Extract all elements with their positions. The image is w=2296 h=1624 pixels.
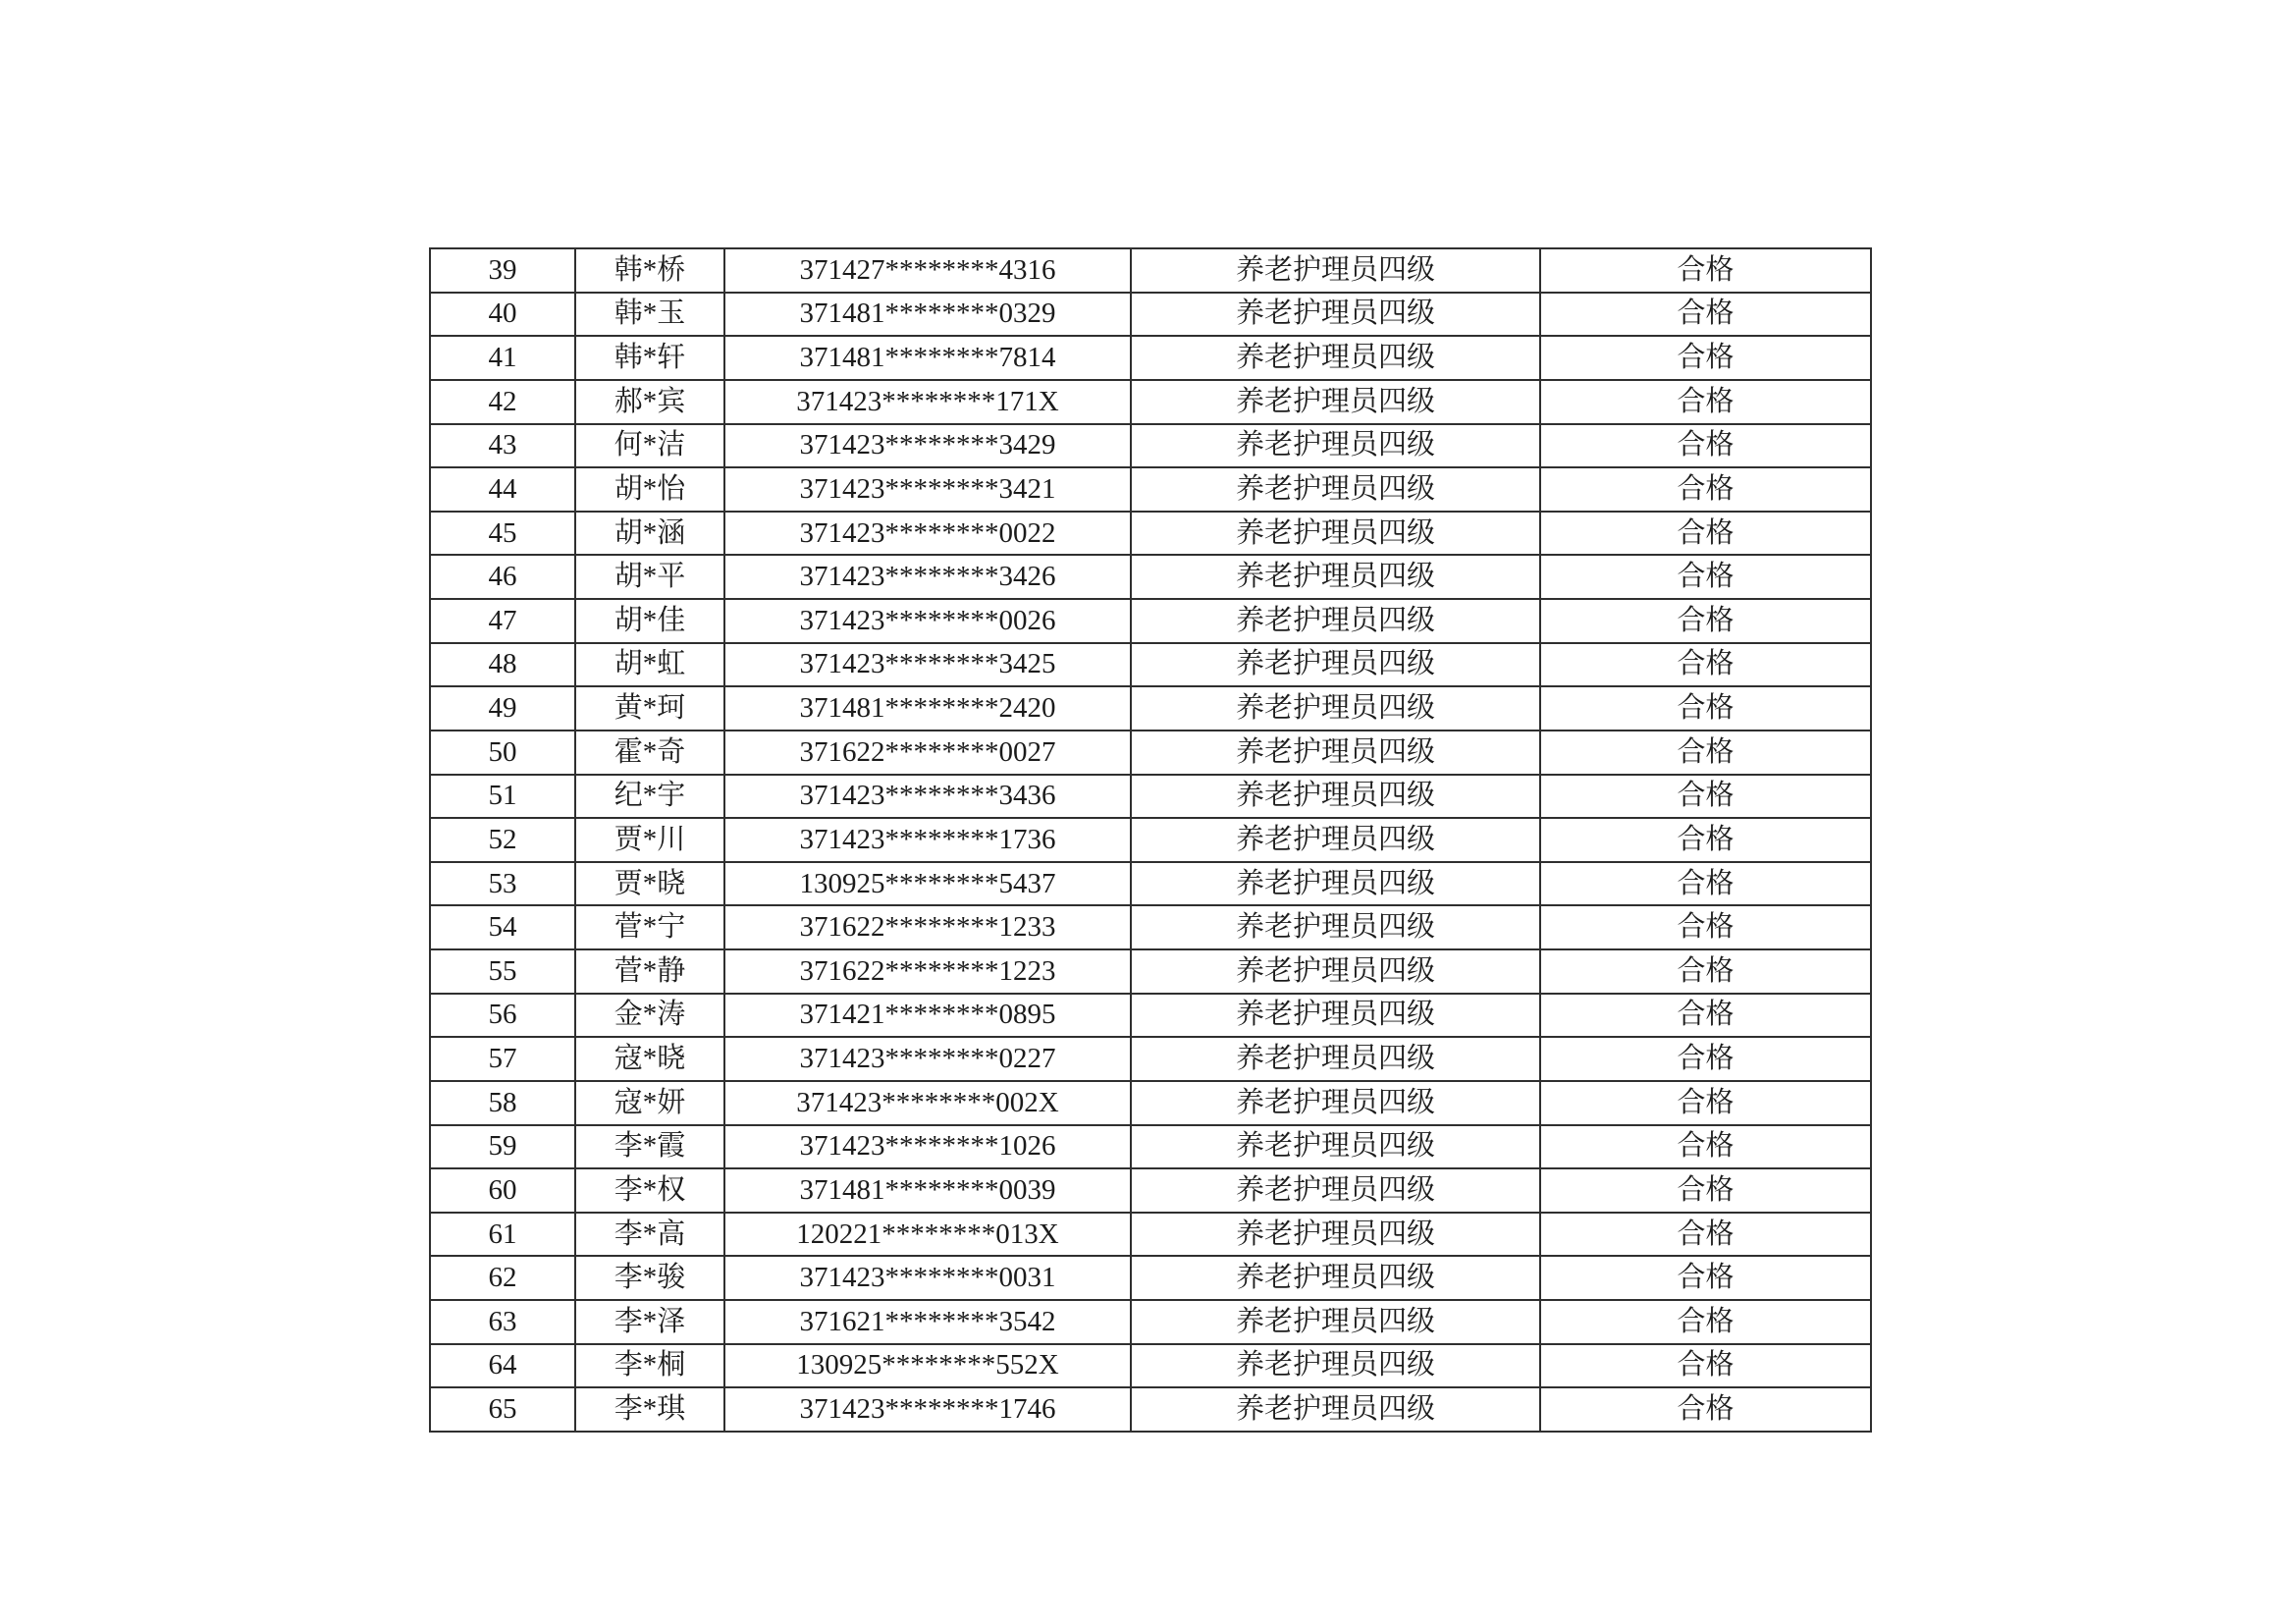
table-row	[430, 248, 1871, 293]
cell-name: 郝*宾	[575, 380, 724, 424]
cell-id-number: 371622********0027	[724, 731, 1131, 775]
cell-id-number: 130925********5437	[724, 862, 1131, 906]
table-row	[430, 949, 1871, 994]
cell-result: 合格	[1540, 248, 1871, 293]
cell-result: 合格	[1540, 1256, 1871, 1300]
cell-occupation-level: 养老护理员四级	[1131, 686, 1540, 731]
table-row	[430, 1125, 1871, 1169]
cell-id-number: 371423********3436	[724, 775, 1131, 819]
cell-index: 52	[430, 818, 575, 862]
cell-index: 51	[430, 775, 575, 819]
cell-occupation-level: 养老护理员四级	[1131, 862, 1540, 906]
cell-index: 64	[430, 1344, 575, 1388]
table-row	[430, 686, 1871, 731]
cell-occupation-level: 养老护理员四级	[1131, 248, 1540, 293]
cell-index: 41	[430, 336, 575, 380]
cell-occupation-level: 养老护理员四级	[1131, 1125, 1540, 1169]
cell-id-number: 371423********3421	[724, 467, 1131, 512]
cell-result: 合格	[1540, 862, 1871, 906]
cell-occupation-level: 养老护理员四级	[1131, 1037, 1540, 1081]
table-row	[430, 994, 1871, 1038]
cell-id-number: 371481********0329	[724, 293, 1131, 337]
cell-occupation-level: 养老护理员四级	[1131, 731, 1540, 775]
cell-index: 54	[430, 905, 575, 949]
cell-name: 何*洁	[575, 424, 724, 468]
cell-name: 李*泽	[575, 1300, 724, 1344]
cell-result: 合格	[1540, 1037, 1871, 1081]
cell-occupation-level: 养老护理员四级	[1131, 818, 1540, 862]
table-row	[430, 1344, 1871, 1388]
cell-index: 43	[430, 424, 575, 468]
cell-occupation-level: 养老护理员四级	[1131, 905, 1540, 949]
table-row	[430, 1037, 1871, 1081]
cell-name: 韩*玉	[575, 293, 724, 337]
cell-index: 61	[430, 1213, 575, 1257]
cell-index: 60	[430, 1168, 575, 1213]
table-row	[430, 1256, 1871, 1300]
cell-occupation-level: 养老护理员四级	[1131, 336, 1540, 380]
cell-occupation-level: 养老护理员四级	[1131, 467, 1540, 512]
cell-result: 合格	[1540, 994, 1871, 1038]
cell-id-number: 371423********171X	[724, 380, 1131, 424]
cell-result: 合格	[1540, 1387, 1871, 1432]
cell-index: 39	[430, 248, 575, 293]
cell-name: 贾*川	[575, 818, 724, 862]
cell-id-number: 371423********1736	[724, 818, 1131, 862]
cell-id-number: 371423********0026	[724, 599, 1131, 643]
table-row	[430, 818, 1871, 862]
cell-index: 58	[430, 1081, 575, 1125]
cell-id-number: 371423********0227	[724, 1037, 1131, 1081]
cell-name: 胡*佳	[575, 599, 724, 643]
cell-id-number: 371481********0039	[724, 1168, 1131, 1213]
cell-id-number: 371622********1223	[724, 949, 1131, 994]
cell-index: 53	[430, 862, 575, 906]
cell-index: 57	[430, 1037, 575, 1081]
cell-id-number: 371421********0895	[724, 994, 1131, 1038]
cell-occupation-level: 养老护理员四级	[1131, 1300, 1540, 1344]
table-row	[430, 512, 1871, 556]
cell-name: 胡*虹	[575, 643, 724, 687]
cell-occupation-level: 养老护理员四级	[1131, 555, 1540, 599]
cell-index: 44	[430, 467, 575, 512]
cell-occupation-level: 养老护理员四级	[1131, 1081, 1540, 1125]
cell-id-number: 371423********002X	[724, 1081, 1131, 1125]
table-row	[430, 293, 1871, 337]
table-row	[430, 643, 1871, 687]
cell-occupation-level: 养老护理员四级	[1131, 1256, 1540, 1300]
cell-id-number: 371622********1233	[724, 905, 1131, 949]
cell-id-number: 371423********1026	[724, 1125, 1131, 1169]
results-table-body	[430, 248, 1871, 1432]
cell-id-number: 120221********013X	[724, 1213, 1131, 1257]
cell-id-number: 371423********0022	[724, 512, 1131, 556]
cell-result: 合格	[1540, 818, 1871, 862]
cell-result: 合格	[1540, 1168, 1871, 1213]
cell-occupation-level: 养老护理员四级	[1131, 1387, 1540, 1432]
cell-occupation-level: 养老护理员四级	[1131, 1213, 1540, 1257]
cell-id-number: 371621********3542	[724, 1300, 1131, 1344]
table-row	[430, 1213, 1871, 1257]
cell-name: 金*涛	[575, 994, 724, 1038]
cell-index: 49	[430, 686, 575, 731]
cell-id-number: 371423********1746	[724, 1387, 1131, 1432]
cell-name: 李*权	[575, 1168, 724, 1213]
table-row	[430, 336, 1871, 380]
cell-name: 纪*宇	[575, 775, 724, 819]
cell-index: 48	[430, 643, 575, 687]
cell-occupation-level: 养老护理员四级	[1131, 599, 1540, 643]
cell-result: 合格	[1540, 1344, 1871, 1388]
cell-name: 菅*静	[575, 949, 724, 994]
cell-name: 寇*妍	[575, 1081, 724, 1125]
cell-name: 胡*怡	[575, 467, 724, 512]
cell-index: 59	[430, 1125, 575, 1169]
cell-index: 40	[430, 293, 575, 337]
cell-id-number: 371427********4316	[724, 248, 1131, 293]
cell-occupation-level: 养老护理员四级	[1131, 775, 1540, 819]
cell-index: 56	[430, 994, 575, 1038]
cell-index: 55	[430, 949, 575, 994]
table-row	[430, 1081, 1871, 1125]
table-row	[430, 905, 1871, 949]
cell-result: 合格	[1540, 380, 1871, 424]
cell-id-number: 371481********2420	[724, 686, 1131, 731]
cell-id-number: 371481********7814	[724, 336, 1131, 380]
cell-index: 62	[430, 1256, 575, 1300]
cell-occupation-level: 养老护理员四级	[1131, 643, 1540, 687]
cell-result: 合格	[1540, 1081, 1871, 1125]
cell-result: 合格	[1540, 599, 1871, 643]
table-row	[430, 775, 1871, 819]
cell-index: 45	[430, 512, 575, 556]
cell-index: 63	[430, 1300, 575, 1344]
table-row	[430, 1387, 1871, 1432]
cell-name: 胡*涵	[575, 512, 724, 556]
cell-occupation-level: 养老护理员四级	[1131, 1168, 1540, 1213]
cell-result: 合格	[1540, 336, 1871, 380]
cell-id-number: 371423********3426	[724, 555, 1131, 599]
cell-index: 47	[430, 599, 575, 643]
cell-id-number: 371423********3425	[724, 643, 1131, 687]
cell-name: 贾*晓	[575, 862, 724, 906]
cell-result: 合格	[1540, 643, 1871, 687]
cell-result: 合格	[1540, 949, 1871, 994]
cell-occupation-level: 养老护理员四级	[1131, 1344, 1540, 1388]
table-row	[430, 862, 1871, 906]
cell-result: 合格	[1540, 1125, 1871, 1169]
cell-id-number: 371423********0031	[724, 1256, 1131, 1300]
table-row	[430, 1168, 1871, 1213]
table-row	[430, 424, 1871, 468]
cell-index: 42	[430, 380, 575, 424]
cell-id-number: 130925********552X	[724, 1344, 1131, 1388]
cell-name: 黄*珂	[575, 686, 724, 731]
cell-name: 李*霞	[575, 1125, 724, 1169]
cell-name: 李*高	[575, 1213, 724, 1257]
cell-result: 合格	[1540, 1300, 1871, 1344]
cell-result: 合格	[1540, 555, 1871, 599]
cell-result: 合格	[1540, 686, 1871, 731]
table-row	[430, 380, 1871, 424]
cell-occupation-level: 养老护理员四级	[1131, 293, 1540, 337]
cell-id-number: 371423********3429	[724, 424, 1131, 468]
cell-name: 胡*平	[575, 555, 724, 599]
table-row	[430, 1300, 1871, 1344]
results-table	[429, 247, 1872, 1433]
cell-occupation-level: 养老护理员四级	[1131, 424, 1540, 468]
cell-result: 合格	[1540, 775, 1871, 819]
cell-name: 李*骏	[575, 1256, 724, 1300]
cell-result: 合格	[1540, 731, 1871, 775]
cell-name: 寇*晓	[575, 1037, 724, 1081]
table-row	[430, 467, 1871, 512]
cell-result: 合格	[1540, 905, 1871, 949]
cell-name: 李*琪	[575, 1387, 724, 1432]
cell-occupation-level: 养老护理员四级	[1131, 994, 1540, 1038]
cell-name: 霍*奇	[575, 731, 724, 775]
cell-result: 合格	[1540, 467, 1871, 512]
cell-index: 46	[430, 555, 575, 599]
cell-occupation-level: 养老护理员四级	[1131, 949, 1540, 994]
cell-occupation-level: 养老护理员四级	[1131, 512, 1540, 556]
cell-result: 合格	[1540, 293, 1871, 337]
cell-index: 65	[430, 1387, 575, 1432]
cell-name: 韩*桥	[575, 248, 724, 293]
cell-index: 50	[430, 731, 575, 775]
cell-occupation-level: 养老护理员四级	[1131, 380, 1540, 424]
cell-result: 合格	[1540, 424, 1871, 468]
cell-name: 李*桐	[575, 1344, 724, 1388]
cell-name: 韩*轩	[575, 336, 724, 380]
table-row	[430, 555, 1871, 599]
table-row	[430, 731, 1871, 775]
cell-result: 合格	[1540, 512, 1871, 556]
cell-name: 菅*宁	[575, 905, 724, 949]
cell-result: 合格	[1540, 1213, 1871, 1257]
table-row	[430, 599, 1871, 643]
